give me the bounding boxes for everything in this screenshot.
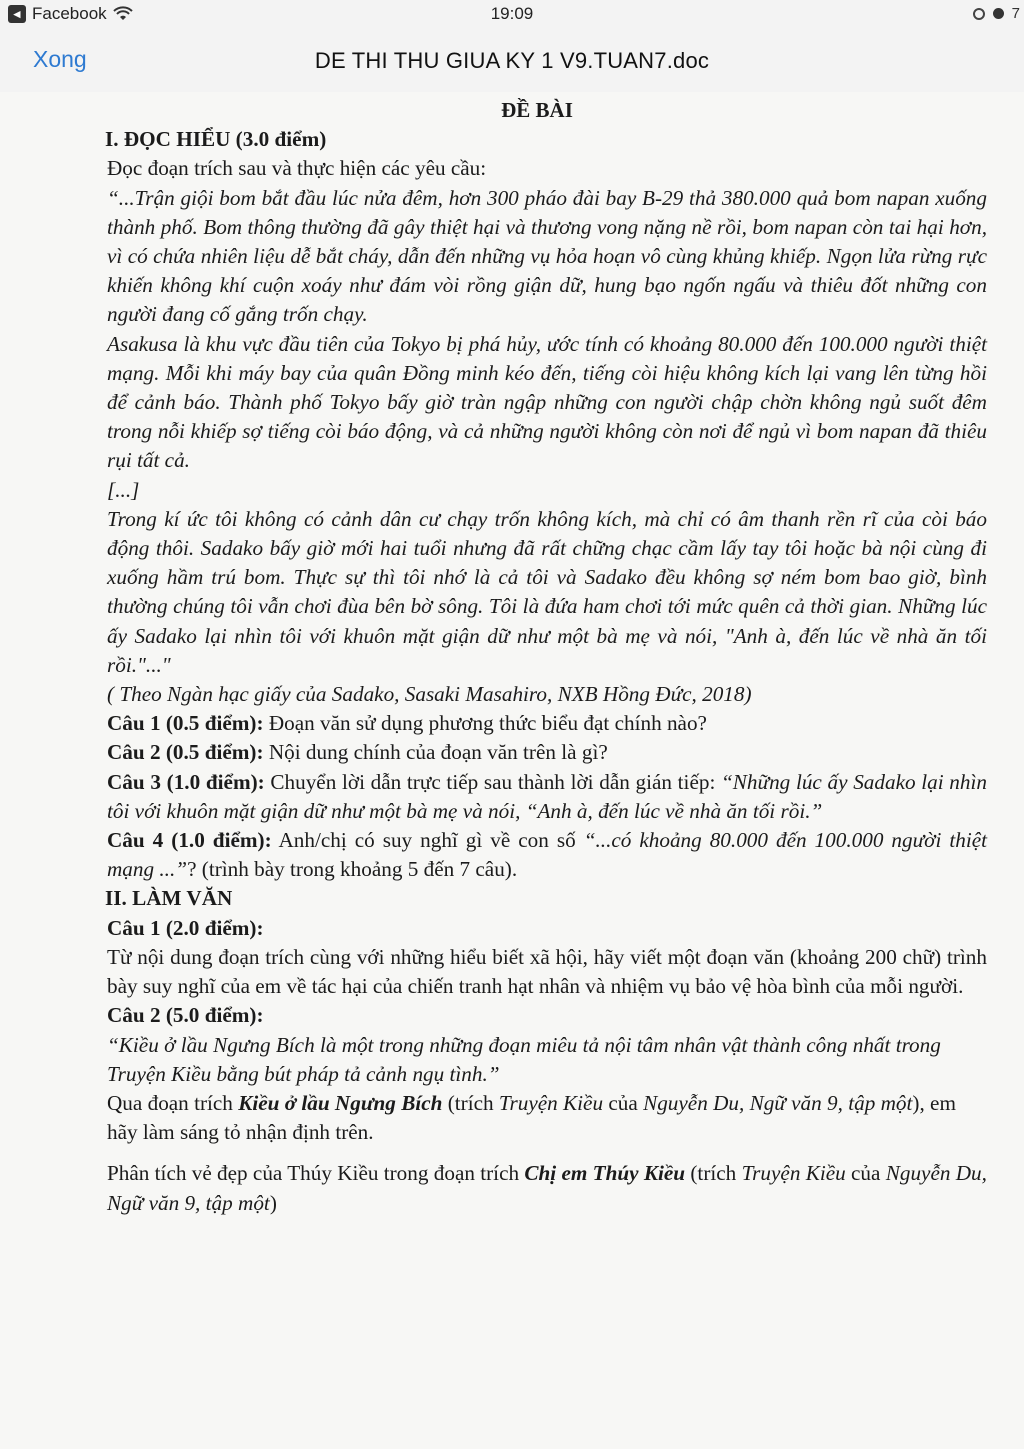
document-content (107, 96, 987, 1218)
nav-bar (0, 30, 1024, 92)
question-3 (107, 768, 987, 826)
w2-part-a: Qua đoạn trích (107, 1090, 239, 1115)
writing-2-label: Câu 2 (5.0 điểm): (107, 1003, 264, 1028)
w3-part-g: ) (269, 1190, 277, 1215)
passage-ellipsis: [...] (107, 477, 140, 502)
question-1 (107, 709, 987, 738)
w3-part-c: (trích (685, 1161, 742, 1186)
w2-part-e: của (603, 1090, 644, 1115)
document-view[interactable] (0, 92, 1024, 1449)
question-4-quote: “...có khoảng 80.000 đến 100.000 người thiệt mạng ...” (107, 828, 988, 882)
writing-1-label: Câu 1 (2.0 điểm): (107, 915, 264, 940)
spacer (107, 1147, 987, 1159)
exam-heading: ĐỀ BÀI (501, 98, 573, 122)
question-1-label: Câu 1 (0.5 điểm): (107, 711, 264, 736)
w3-part-a: Phân tích vẻ đẹp của Thúy Kiều trong đoạn trích (107, 1161, 525, 1186)
question-3-text: Chuyển lời dẫn trực tiếp sau thành lời dẫn gián tiếp: (264, 769, 722, 794)
writing-1-text: Từ nội dung đoạn trích cùng với những hiểu biết xã hội, hãy viết một đoạn văn (khoảng 200 chữ) trình bày suy nghĩ của em về tác hại của chiến tranh hạt nhân và nhiệm vụ bảo vệ hòa bình của mỗi người. (107, 944, 987, 999)
status-time: 19:09 (490, 4, 534, 23)
alarm-icon (993, 8, 1004, 19)
orientation-lock-icon (973, 8, 985, 20)
question-2-label: Câu 2 (0.5 điểm): (107, 740, 264, 765)
done-button[interactable]: Xong (33, 46, 87, 72)
w2-part-g: ), em hãy làm sáng tỏ nhận định trên. (107, 1090, 956, 1145)
question-4 (107, 826, 987, 884)
writing-2-quote: “Kiều ở lầu Ngưng Bích là một trong những đoạn miêu tả nội tâm nhân vật thành công nhất trong Truyện Kiều bằng bút pháp tả cảnh ngụ tình.” (107, 1032, 941, 1086)
question-4-text: Anh/chị có suy nghĩ gì về con số (271, 828, 584, 853)
instructions: Đọc đoạn trích sau và thực hiện các yêu cầu: (107, 156, 487, 181)
passage-source: ( Theo Ngàn hạc giấy của Sadako, Sasaki Masahiro, NXB Hồng Đức, 2018) (107, 682, 752, 707)
writing-3-task (107, 1159, 987, 1217)
w3-part-e: của (845, 1161, 886, 1186)
w3-part-f: Nguyễn Du, Ngữ văn 9, tập một (107, 1161, 987, 1215)
battery-percent: 7 (1011, 5, 1020, 22)
question-2 (107, 738, 987, 767)
question-4-tail: ? (trình bày trong khoảng 5 đến 7 câu). (187, 857, 518, 882)
w2-part-c: (trích (442, 1090, 499, 1115)
back-to-app-icon[interactable]: ◂ (8, 5, 26, 23)
passage-paragraph-3: Trong kí ức tôi không có cảnh dân cư chạy trốn không kích, mà chỉ có âm thanh rền rĩ của còi báo động thôi. Sadako bấy giờ mới hai tuổi nhưng đã rất chững chạc cầm lấy tay tôi hoặc bà nội cùng đi xuống hầm trú bom. Thực sự thì tôi nhớ là cả tôi và Sadako đều không sợ ném bom bao giờ, bình thường chúng tôi vẫn chơi đùa bên bờ sông. Tôi là đứa ham chơi tới mức quên cả thời gian. Những lúc ấy Sadako lại nhìn tôi với khuôn mặt giận dữ như một bà mẹ và nói, "Anh à, đến lúc về nhà ăn tối rồi."..." (107, 506, 987, 677)
question-3-label: Câu 3 (1.0 điểm): (107, 769, 265, 794)
section-1-title: I. ĐỌC HIỂU (3.0 điểm) (105, 127, 327, 152)
writing-2-task (107, 1089, 987, 1147)
section-2-title: II. LÀM VĂN (105, 886, 233, 911)
question-1-text: Đoạn văn sử dụng phương thức biểu đạt chính nào? (263, 711, 707, 736)
w3-part-b: Chị em Thúy Kiều (524, 1161, 686, 1186)
w3-part-d: Truyện Kiều (741, 1161, 846, 1186)
question-3-quote: “Những lúc ấy Sadako lại nhìn tôi với khuôn mặt giận dữ như một bà mẹ và nói, “Anh à, đến lúc về nhà ăn tối rồi.” (107, 769, 987, 823)
w2-part-d: Truyện Kiều (498, 1090, 604, 1115)
passage-paragraph-2: Asakusa là khu vực đầu tiên của Tokyo bị phá hủy, ước tính có khoảng 80.000 đến 100.000 người thiệt mạng. Mỗi khi máy bay của quân Đồng minh kéo đến, tiếng còi hiệu không kích lại vang lên từng hồi để cảnh báo. Thành phố Tokyo bấy giờ tràn ngập những con người chập chờn không ngủ suốt đêm trong nỗi khiếp sợ tiếng còi báo động, và cả những người không còn nơi để ngủ vì bom napan đã thiêu rụi tất cả. (107, 331, 987, 473)
back-app-label[interactable]: Facebook (32, 4, 107, 23)
passage-paragraph-1: “...Trận giội bom bắt đầu lúc nửa đêm, hơn 300 pháo đài bay B-29 thả 380.000 quả bom napan xuống thành phố. Bom thông thường đã gây thiệt hại và thương vong nặng nề rồi, bom napan còn tai hại hơn, vì có chứa nhiên liệu dễ bắt cháy, dẫn đến những vụ hỏa hoạn vô cùng khủng khiếp. Ngọn lửa rừng rực khiến không khí cuộn xoáy như đám vòi rồng giận dữ, hung bạo ngốn ngấu và thiêu đốt những con người đang cố gắng trốn chạy. (107, 185, 987, 327)
status-bar (0, 0, 1024, 30)
document-title: DE THI THU GIUA KY 1 V9.TUAN7.doc (314, 48, 710, 73)
w2-part-b: Kiều ở lầu Ngưng Bích (238, 1090, 443, 1115)
question-2-text: Nội dung chính của đoạn văn trên là gì? (263, 740, 608, 765)
w2-part-f: Nguyễn Du, Ngữ văn 9, tập một (643, 1090, 913, 1115)
status-right (973, 5, 1020, 22)
question-4-label: Câu 4 (1.0 điểm): (107, 828, 272, 853)
